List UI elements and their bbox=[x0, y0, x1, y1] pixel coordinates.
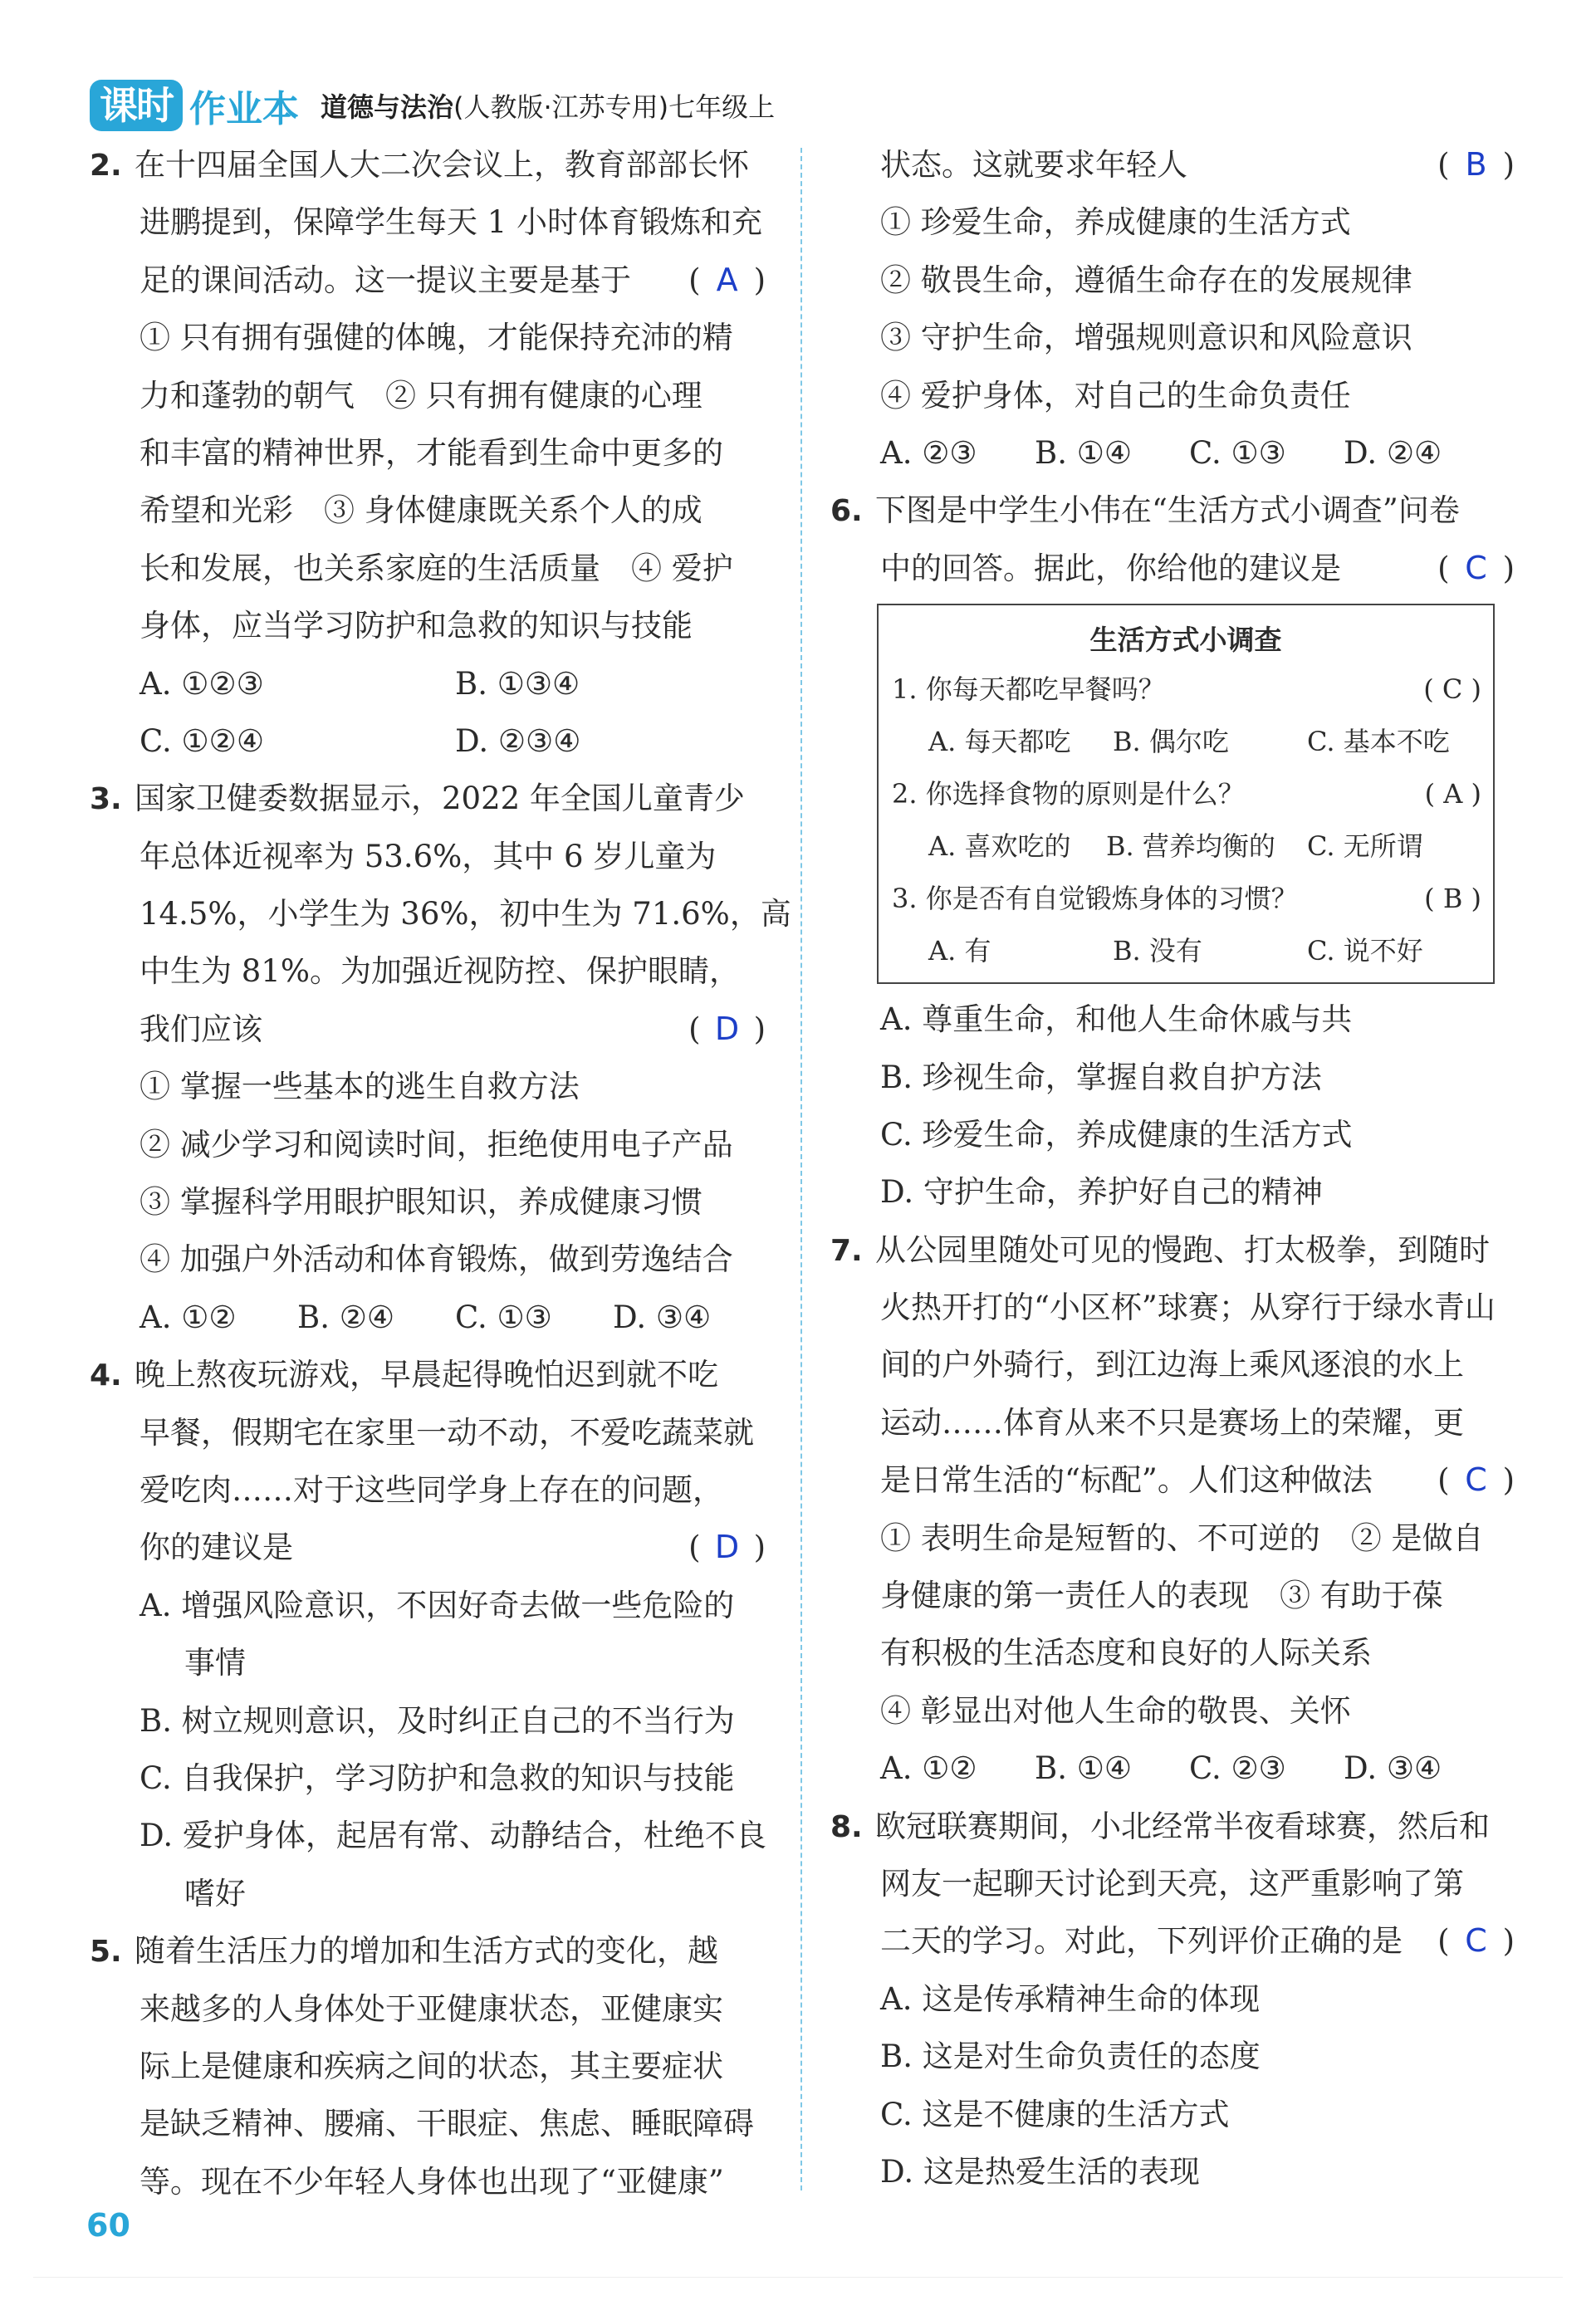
survey-option: B. 没有 bbox=[1113, 935, 1202, 967]
survey-question: 1. 你每天都吃早餐吗？ bbox=[892, 673, 1165, 706]
page-number: 60 bbox=[86, 2207, 130, 2244]
option-d: D. 守护生命，养护好自己的精神 bbox=[880, 1174, 1323, 1211]
question-5-continued bbox=[830, 136, 1520, 482]
option-a: A. 尊重生命，和他人生命休戚与共 bbox=[880, 1001, 1353, 1038]
statement-text: ③ 掌握科学用眼护眼知识，养成健康习惯 bbox=[140, 1184, 703, 1221]
answer-bracket: ( C ) bbox=[1437, 540, 1515, 597]
question-text: 爱吃肉……对于这些同学身上存在的问题， bbox=[140, 1471, 723, 1508]
statement-text: ① 表明生命是短暂的、不可逆的 ② 是做自 bbox=[880, 1520, 1484, 1556]
book-title: 道德与法治 bbox=[321, 91, 454, 123]
question-number: 3. bbox=[90, 782, 122, 817]
option-c: C. 这是不健康的生活方式 bbox=[880, 2096, 1230, 2132]
left-column bbox=[90, 136, 791, 2210]
right-column bbox=[830, 136, 1520, 2200]
question-text: 网友一起聊天讨论到天亮，这严重影响了第 bbox=[880, 1865, 1464, 1902]
question-text: 年总体近视率为 53.6%，其中 6 岁儿童为 bbox=[140, 838, 717, 874]
question-text: 等。现在不少年轻人身体也出现了“亚健康” bbox=[140, 2163, 724, 2200]
question-text: 随着生活压力的增加和生活方式的变化，越 bbox=[135, 1933, 718, 1970]
answer-letter: C bbox=[1465, 1461, 1487, 1499]
survey-option: C. 说不好 bbox=[1307, 935, 1423, 967]
option-d: D. ③④ bbox=[613, 1299, 712, 1335]
option-a: A. ①② bbox=[880, 1750, 977, 1787]
statement-text: 有积极的生活态度和良好的人际关系 bbox=[880, 1635, 1372, 1671]
option-a: A. ①②③ bbox=[140, 665, 264, 702]
survey-option: B. 营养均衡的 bbox=[1106, 830, 1275, 863]
question-text: 国家卫健委数据显示，2022 年全国儿童青少 bbox=[135, 781, 745, 817]
option-b: B. 珍视生命，掌握自救自护方法 bbox=[880, 1059, 1322, 1095]
question-5 bbox=[90, 1922, 771, 2210]
option-d: D. ②④ bbox=[1344, 434, 1442, 471]
survey-question: 2. 你选择食物的原则是什么？ bbox=[892, 778, 1245, 810]
question-text: 欧冠联赛期间，小北经常半夜看球赛，然后和 bbox=[875, 1808, 1490, 1844]
question-text: 是日常生活的“标配”。人们这种做法 bbox=[880, 1462, 1373, 1499]
statement-text: ① 掌握一些基本的逃生自救方法 bbox=[140, 1069, 580, 1105]
question-3 bbox=[90, 770, 791, 1346]
question-text: 我们应该 bbox=[140, 1011, 262, 1047]
question-number: 8. bbox=[830, 1809, 863, 1844]
survey-answer: ( C ) bbox=[1423, 673, 1481, 706]
statement-text: ③ 守护生命，增强规则意识和风险意识 bbox=[880, 320, 1412, 356]
survey-option: C. 无所谓 bbox=[1307, 830, 1423, 863]
option-b: B. ①④ bbox=[1035, 1750, 1133, 1787]
option-d: D. 这是热爱生活的表现 bbox=[880, 2153, 1200, 2190]
statement-text: ④ 彰显出对他人生命的敬畏、关怀 bbox=[880, 1692, 1351, 1729]
question-text: 从公园里随处可见的慢跑、打太极拳，到随时 bbox=[875, 1231, 1490, 1268]
survey-option: A. 有 bbox=[928, 935, 991, 967]
survey-box bbox=[877, 604, 1495, 984]
statement-text: ④ 加强户外活动和体育锻炼，做到劳逸结合 bbox=[140, 1241, 733, 1278]
survey-answer: ( B ) bbox=[1424, 883, 1481, 915]
question-text: 在十四届全国人大二次会议上，教育部部长怀 bbox=[135, 147, 749, 183]
option-d: D. 爱护身体，起居有常、动静结合，杜绝不良 bbox=[140, 1818, 766, 1854]
question-8 bbox=[830, 1798, 1520, 2201]
question-4 bbox=[90, 1346, 771, 1922]
answer-letter: D bbox=[714, 1010, 740, 1047]
page-header bbox=[90, 76, 775, 135]
question-number: 6. bbox=[830, 494, 863, 529]
bottom-rule bbox=[33, 2277, 1563, 2278]
logo-text: 作业本 bbox=[189, 88, 299, 130]
question-7 bbox=[830, 1221, 1520, 1798]
option-a: A. ②③ bbox=[880, 434, 977, 471]
statement-text: ② 减少学习和阅读时间，拒绝使用电子产品 bbox=[140, 1126, 733, 1162]
survey-option: B. 偶尔吃 bbox=[1113, 726, 1229, 758]
option-c: C. 珍爱生命，养成健康的生活方式 bbox=[880, 1116, 1353, 1153]
question-text: 火热开打的“小区杯”球赛；从穿行于绿水青山 bbox=[880, 1290, 1496, 1326]
statement-text: 力和蓬勃的朝气 ② 只有拥有健康的心理 bbox=[140, 377, 703, 414]
option-d: D. ②③④ bbox=[455, 722, 581, 759]
statement-text: 希望和光彩 ③ 身体健康既关系个人的成 bbox=[140, 492, 703, 529]
option-d-cont: 嗜好 bbox=[184, 1875, 246, 1911]
statement-text: ① 只有拥有强健的体魄，才能保持充沛的精 bbox=[140, 320, 733, 356]
question-text: 中生为 81%。为加强近视防控、保护眼睛， bbox=[140, 953, 740, 990]
survey-option: A. 喜欢吃的 bbox=[928, 830, 1071, 863]
question-text: 14.5%，小学生为 36%，初中生为 71.6%，高 bbox=[140, 896, 791, 932]
survey-option: A. 每天都吃 bbox=[928, 726, 1071, 758]
option-a: A. 这是传承精神生命的体现 bbox=[880, 1980, 1261, 2017]
option-c: C. ①③ bbox=[455, 1299, 552, 1335]
logo-badge: 课时 bbox=[90, 80, 183, 131]
question-number: 4. bbox=[90, 1358, 122, 1393]
answer-bracket: ( D ) bbox=[688, 1001, 766, 1058]
statement-text: 身健康的第一责任人的表现 ③ 有助于葆 bbox=[880, 1578, 1443, 1614]
survey-answer-letter: C bbox=[1442, 673, 1463, 706]
question-text: 你的建议是 bbox=[140, 1530, 293, 1566]
option-b: B. 树立规则意识，及时纠正自己的不当行为 bbox=[140, 1702, 735, 1739]
option-a: A. ①② bbox=[140, 1299, 237, 1335]
survey-answer-letter: B bbox=[1442, 883, 1463, 915]
question-number: 5. bbox=[90, 1935, 122, 1970]
column-divider bbox=[800, 148, 802, 2190]
answer-letter: B bbox=[1465, 146, 1487, 183]
answer-bracket: ( B ) bbox=[1437, 136, 1515, 193]
book-subtitle: (人教版·江苏专用)七年级上 bbox=[453, 91, 776, 123]
answer-letter: A bbox=[716, 261, 738, 298]
question-number: 2. bbox=[90, 149, 122, 183]
question-text: 足的课间活动。这一提议主要是基于 bbox=[140, 262, 631, 298]
answer-bracket: ( A ) bbox=[688, 252, 766, 309]
statement-text: 身体，应当学习防护和急救的知识与技能 bbox=[140, 608, 693, 644]
survey-answer: ( A ) bbox=[1424, 778, 1481, 810]
question-text: 下图是中学生小伟在“生活方式小调查”问卷 bbox=[875, 492, 1460, 529]
question-text: 晚上熬夜玩游戏，早晨起得晚怕迟到就不吃 bbox=[135, 1357, 718, 1393]
option-c: C. ②③ bbox=[1189, 1750, 1286, 1787]
question-text: 进鹏提到，保障学生每天 1 小时体育锻炼和充 bbox=[140, 204, 763, 241]
statement-text: ④ 爱护身体，对自己的生命负责任 bbox=[880, 377, 1351, 414]
answer-letter: C bbox=[1465, 549, 1487, 586]
question-text: 际上是健康和疾病之间的状态，其主要症状 bbox=[140, 2048, 723, 2084]
question-text: 二天的学习。对此，下列评价正确的是 bbox=[880, 1923, 1403, 1960]
option-b: B. 这是对生命负责任的态度 bbox=[880, 2039, 1261, 2075]
option-c: C. ①③ bbox=[1189, 434, 1286, 471]
option-b: B. ②④ bbox=[297, 1299, 395, 1335]
answer-bracket: ( C ) bbox=[1437, 1451, 1515, 1509]
question-text: 早餐，假期宅在家里一动不动，不爱吃蔬菜就 bbox=[140, 1414, 754, 1451]
survey-answer-letter: A bbox=[1443, 778, 1463, 810]
option-d: D. ③④ bbox=[1344, 1750, 1442, 1787]
option-c: C. 自我保护，学习防护和急救的知识与技能 bbox=[140, 1760, 735, 1796]
option-b: B. ①④ bbox=[1035, 434, 1133, 471]
option-a-cont: 事情 bbox=[184, 1645, 246, 1681]
question-text: 状态。这就要求年轻人 bbox=[880, 147, 1187, 183]
option-a: A. 增强风险意识，不因好奇去做一些危险的 bbox=[140, 1587, 735, 1623]
answer-letter: C bbox=[1465, 1922, 1487, 1960]
survey-question: 3. 你是否有自觉锻炼身体的习惯？ bbox=[892, 883, 1298, 915]
option-b: B. ①③④ bbox=[455, 665, 580, 702]
statement-text: ② 敬畏生命，遵循生命存在的发展规律 bbox=[880, 262, 1412, 298]
answer-letter: D bbox=[714, 1529, 740, 1566]
survey-title: 生活方式小调查 bbox=[1089, 624, 1282, 657]
question-number: 7. bbox=[830, 1233, 863, 1268]
answer-bracket: ( D ) bbox=[688, 1519, 766, 1576]
statement-text: ① 珍爱生命，养成健康的生活方式 bbox=[880, 204, 1351, 241]
statement-text: 长和发展，也关系家庭的生活质量 ④ 爱护 bbox=[140, 550, 733, 586]
option-c: C. ①②④ bbox=[140, 722, 265, 759]
question-text: 来越多的人身体处于亚健康状态，亚健康实 bbox=[140, 1990, 723, 2027]
question-6 bbox=[830, 482, 1520, 1221]
answer-bracket: ( C ) bbox=[1437, 1912, 1515, 1970]
statement-text: 和丰富的精神世界，才能看到生命中更多的 bbox=[140, 434, 723, 471]
question-text: 间的户外骑行，到江边海上乘风逐浪的水上 bbox=[880, 1347, 1464, 1383]
question-text: 运动……体育从来不只是赛场上的荣耀，更 bbox=[880, 1404, 1464, 1441]
question-text: 中的回答。据此，你给他的建议是 bbox=[880, 550, 1341, 586]
survey-option: C. 基本不吃 bbox=[1307, 726, 1450, 758]
question-2 bbox=[90, 136, 771, 770]
question-text: 是缺乏精神、腰痛、干眼症、焦虑、睡眠障碍 bbox=[140, 2106, 754, 2142]
